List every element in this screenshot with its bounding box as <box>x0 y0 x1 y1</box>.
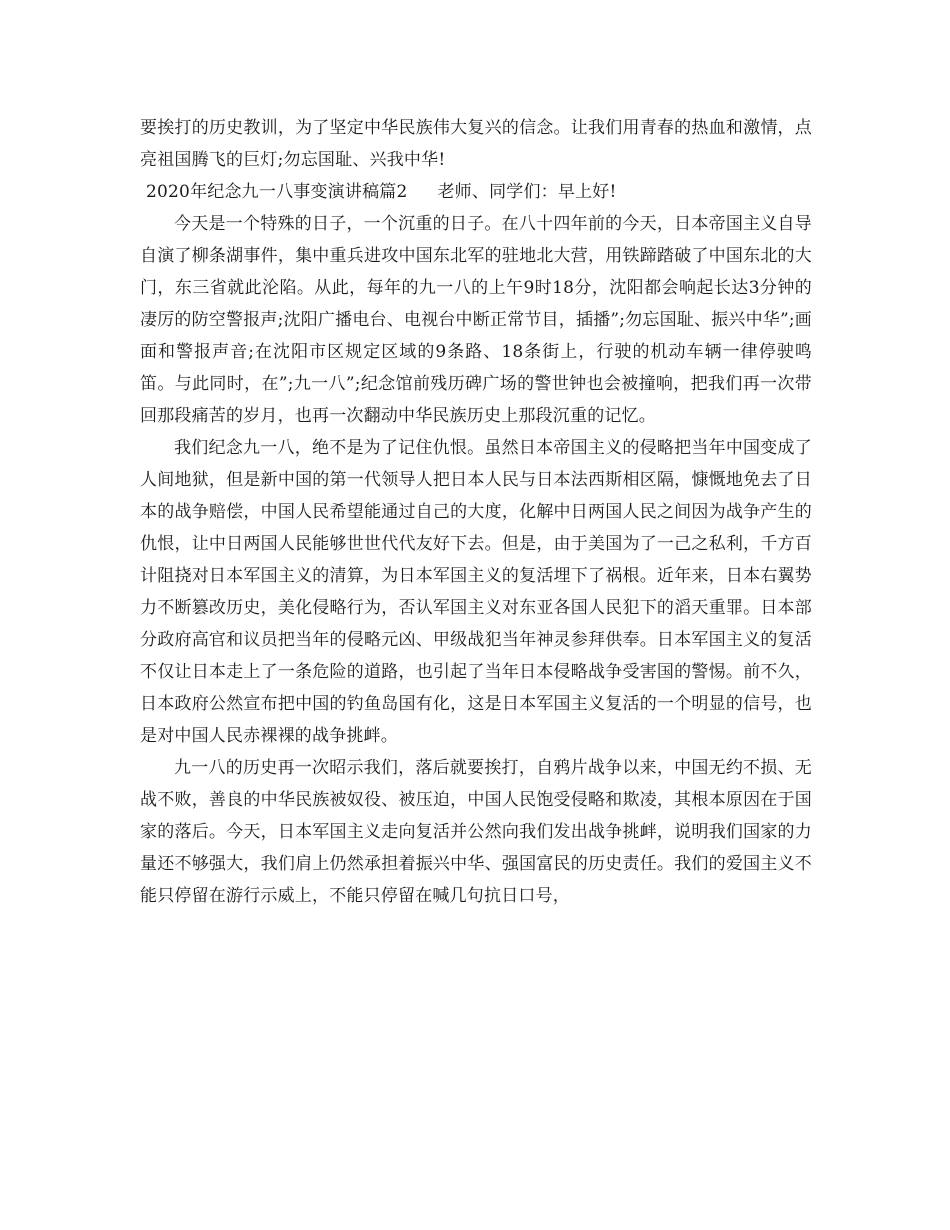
body-paragraph: 九一八的历史再一次昭示我们，落后就要挨打，自鸦片战争以来，中国无约不损、无战不败，善良的中华民族被奴役、被压迫，中国人民饱受侵略和欺凌，其根本原因在于国家的落后。今天，日本军国主义走向复活并公然向我们发出战争挑衅，说明我们国家的力量还不够强大，我们肩上仍然承担着振兴中华、强国富民的历史责任。我们的爱国主义不能只停留在游行示威上，不能只停留在喊几句抗日口号， <box>140 758 812 906</box>
body-paragraph: 今天是一个特殊的日子，一个沉重的日子。在八十四年前的今天，日本帝国主义自导自演了柳条湖事件，集中重兵进攻中国东北军的驻地北大营，用铁蹄踏破了中国东北的大门，东三省就此沦陷。从此，每年的九一八的上午9时18分，沈阳都会响起长达3分钟的凄厉的防空警报声;沈阳广播电台、电视台中断正常节目，插播”;勿忘国耻、振兴中华”;画面和警报声音;在沈阳市区规定区域的9条路、18条街上，行驶的机动车辆一律停驶鸣笛。与此同时，在”;九一八”;纪念馆前残历碑广场的警世钟也会被撞响，把我们再一次带回那段痛苦的岁月，也再一次翻动中华民族历史上那段沉重的记忆。 <box>140 214 812 426</box>
body-paragraph: 我们纪念九一八，绝不是为了记住仇恨。虽然日本帝国主义的侵略把当年中国变成了人间地狱，但是新中国的第一代领导人把日本人民与日本法西斯相区隔，慷慨地免去了日本的战争赔偿，中国人民希望能通过自己的大度，化解中日两国人民之间因为战争产生的仇恨，让中日两国人民能够世世代代友好下去。但是，由于美国为了一己之私利，千方百计阻挠对日本军国主义的清算，为日本军国主义的复活埋下了祸根。近年来，日本右翼势力不断篡改历史，美化侵略行为，否认军国主义对东亚各国人民犯下的滔天重罪。日本部分政府高官和议员把当年的侵略元凶、甲级战犯当年神灵参拜供奉。日本军国主义的复活不仅让日本走上了一条危险的道路，也引起了当年日本侵略战争受害国的警惕。前不久，日本政府公然宣布把中国的钓鱼岛国有化，这是日本军国主义复活的一个明显的信号，也是对中国人民赤裸裸的战争挑衅。 <box>140 438 812 746</box>
greeting: 老师、同学们：早上好! <box>437 182 617 202</box>
section-title: 2020年纪念九一八事变演讲稿篇2 <box>146 182 408 202</box>
section-heading-line <box>140 176 812 208</box>
document-body <box>140 112 812 912</box>
intro-paragraph: 要挨打的历史教训，为了坚定中华民族伟大复兴的信念。让我们用青春的热血和激情，点亮祖国腾飞的巨灯;勿忘国耻、兴我中华! <box>140 118 812 170</box>
